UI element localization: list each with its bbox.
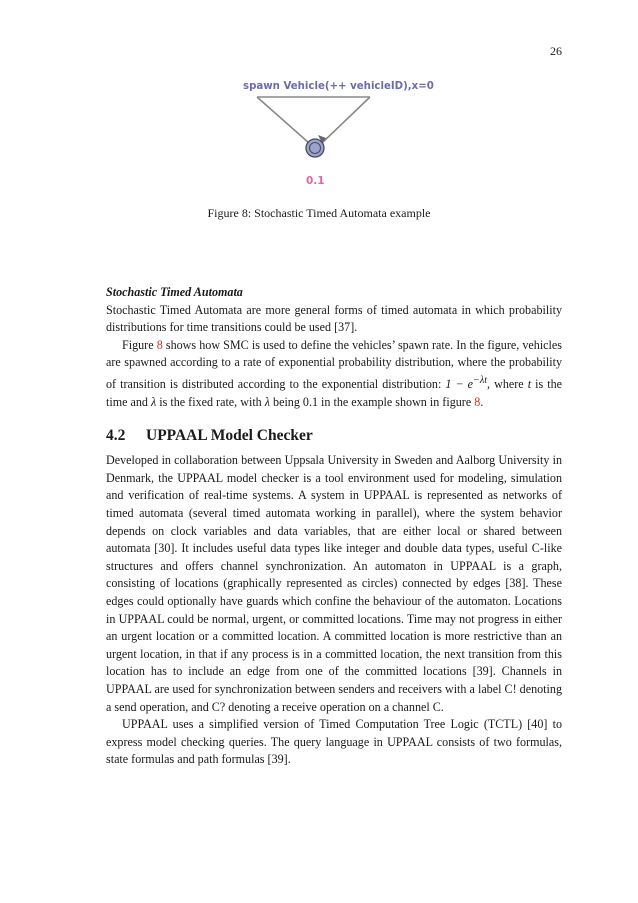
- section-heading: [106, 426, 562, 446]
- figure-stochastic-timed-automata: [0, 70, 638, 220]
- edge-right: [322, 97, 370, 143]
- automaton-diagram: [0, 70, 638, 220]
- section-number: 4.2: [106, 427, 126, 445]
- figure-caption: Figure 8: Stochastic Timed Automata example: [207, 206, 431, 220]
- formula: $1 - e^{-\lambda t}$: [445, 374, 488, 391]
- page-number: 26: [550, 44, 562, 58]
- figure-ref-link[interactable]: 8: [474, 394, 481, 409]
- uppaal-paragraph-2: UPPAAL uses a simplified version of Timed Computation Tree Logic (TCTL) [40] to express model checking queries. The query language in UPPAAL consists of two formulas, state formulas and path formulas [39].: [106, 717, 562, 767]
- location-inner-ring: [310, 143, 321, 154]
- section-title: UPPAAL Model Checker: [146, 427, 313, 445]
- sta-paragraph-2: Figure 8 shows how SMC is used to define the vehicles’ spawn rate. In the figure, vehicles are spawned according to a rate of exponential probability distribution, where the probability of transition is distributed according to the exponential distribution: $1 - e^{-\lambda t}$, where t is the time and λ is the fixed rate, with λ being 0.1 in the example shown in figure 8.: [106, 337, 562, 409]
- rate-label: 0.1: [306, 175, 325, 187]
- edge-left: [257, 97, 309, 143]
- edge-label: spawn Vehicle(++ vehicleID),x=0: [243, 81, 434, 92]
- sta-paragraph-1: Stochastic Timed Automata are more general forms of timed automata in which probability distributions for time transitions could be used [37].: [106, 302, 562, 335]
- uppaal-paragraph-1: Developed in collaboration between Uppsala University in Sweden and Aalborg University in Denmark, the UPPAAL model checker is a tool environment used for modeling, simulation and verification of real-time systems. A system in UPPAAL is represented as networks of timed automata (several timed automata working in parallel), where the system behavior depends on clock variables and data variables, that are either local or shared between automata [30]. It includes useful data types like integer and double data types, useful C-like structures and offers channel synchronization. An automaton in UPPAAL is a graph, consisting of locations (graphically represented as circles) connected by edges [38]. These edges could optionally have guards which confine the behaviour of the automaton. Locations in UPPAAL could be normal, urgent, or committed locations. Time may not progress in either an urgent location or a committed location. A committed location is more restrictive than an urgent location, in that if any process is in a committed location, the next transition from this location has to include an edge from one of the committed locations [39]. Channels in UPPAAL are used for synchronization between senders and receivers with a label C! denoting a send operation, and C? denoting a receive operation on a channel C.: [106, 453, 562, 714]
- figure-ref-link[interactable]: 8: [156, 337, 163, 352]
- paragraph-title: Stochastic Timed Automata: [106, 285, 243, 299]
- body-text: [106, 284, 562, 769]
